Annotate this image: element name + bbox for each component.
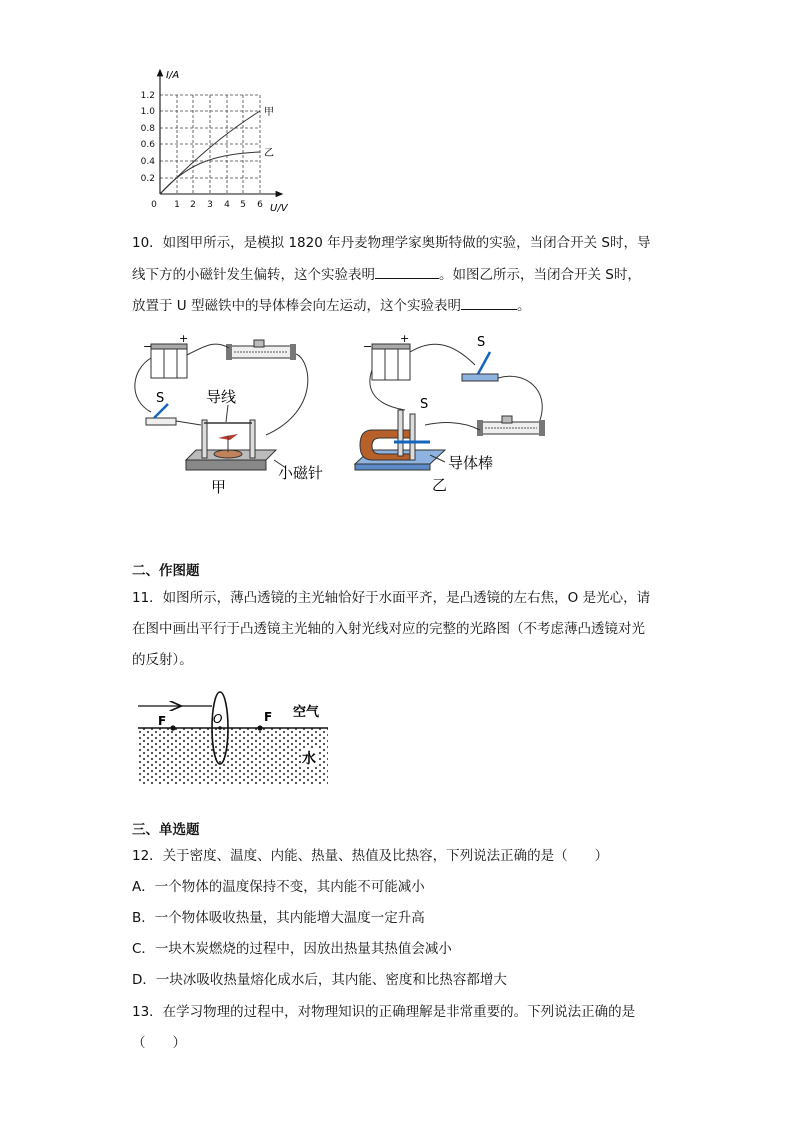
rheostat-icon [226,340,296,360]
y-tick: 0.2 [140,174,155,184]
svg-text:+: + [179,332,189,345]
focus-right [257,725,262,730]
q13-line2: （ ） [132,1035,186,1051]
section-title: 二、作图题 [132,563,200,579]
q10-line2-b: 。如图乙所示，当闭合开关 S时， [439,267,641,283]
x-axis-label: U/V [270,203,288,214]
svg-text:+: + [400,332,410,345]
q10-line2-a: 线下方的小磁针发生偏转，这个实验表明 [132,267,375,283]
svg-text:−: − [143,340,153,353]
svg-text:S: S [420,397,429,412]
svg-text:乙: 乙 [432,476,448,494]
svg-text:F: F [264,710,273,724]
svg-text:F: F [158,714,167,728]
svg-text:−: − [363,340,373,353]
x-tick: 4 [224,200,230,210]
x-tick: 5 [240,200,246,210]
q11-line1: 11．如图所示，薄凸透镜的主光轴恰好于水面平齐，是凸透镜的左右焦，O 是光心，请 [132,590,651,606]
board-icon [186,420,276,470]
magnet-board-icon [355,410,445,470]
optical-center [218,726,222,730]
y-tick: 1.0 [140,107,155,117]
q10-line3-b: 。 [516,298,531,314]
svg-text:S: S [477,335,486,350]
svg-text:甲: 甲 [211,478,227,496]
q12-option-d[interactable]: D．一块冰吸收热量熔化成水后，其内能、密度和比热容都增大 [132,972,507,988]
q10-line3-a: 放置于 U 型磁铁中的导体棒会向左运动，这个实验表明 [132,298,461,314]
water-region [138,728,328,784]
focus-left [170,725,175,730]
svg-text:导线: 导线 [206,388,237,406]
y-tick: 0.6 [140,140,155,150]
q10-line1: 10．如图甲所示，是模拟 1820 年丹麦物理学家奥斯特做的实验，当闭合开关 S时，导 [132,235,651,251]
q12-stem: 12．关于密度、温度、内能、热量、热值及比热容，下列说法正确的是（ ） [132,848,609,864]
svg-text:导体棒: 导体棒 [448,454,494,472]
q13-line1: 13．在学习物理的过程中，对物理知识的正确理解是非常重要的。下列说法正确的是 [132,1004,636,1020]
answer-blank[interactable] [461,297,517,310]
x-tick: 1 [174,200,180,210]
y-tick: 1.2 [140,91,155,101]
switch-icon [462,352,498,381]
curve-label-jia: 甲 [264,107,274,118]
y-tick: 0.8 [140,124,155,134]
lens-figure [138,688,332,786]
y-axis-label: I/A [166,70,180,81]
svg-text:S: S [156,391,165,406]
x-tick: 3 [207,200,213,210]
q12-option-a[interactable]: A．一个物体的温度保持不变，其内能不可能减小 [132,879,425,895]
iu-graph [130,64,300,214]
svg-text:小磁针: 小磁针 [278,464,324,482]
x-tick: 0 [151,200,157,210]
q10-line2 [132,266,662,283]
battery-icon [151,344,187,378]
oersted-figure [126,330,341,500]
q10-line3 [132,297,662,314]
section-title: 三、单选题 [132,822,200,838]
curve-label-yi: 乙 [264,148,274,159]
q11-line3: 的反射）。 [132,652,193,668]
q11-line2: 在图中画出平行于凸透镜主光轴的入射光线对应的完整的光路图（不考虑薄凸透镜对光 [132,621,645,637]
q12-option-b[interactable]: B．一个物体吸收热量，其内能增大温度一定升高 [132,910,425,926]
x-tick: 2 [190,200,196,210]
q12-option-c[interactable]: C．一块木炭燃烧的过程中，因放出热量其热值会减小 [132,941,452,957]
switch-icon [146,404,176,425]
battery-icon [372,344,410,380]
svg-text:空气: 空气 [293,705,320,720]
svg-text:O: O [213,712,223,726]
svg-text:水: 水 [302,751,316,767]
rheostat-icon [477,416,545,436]
y-tick: 0.4 [140,157,155,167]
motor-figure [350,330,560,500]
x-tick: 6 [257,200,263,210]
answer-blank[interactable] [375,266,439,279]
